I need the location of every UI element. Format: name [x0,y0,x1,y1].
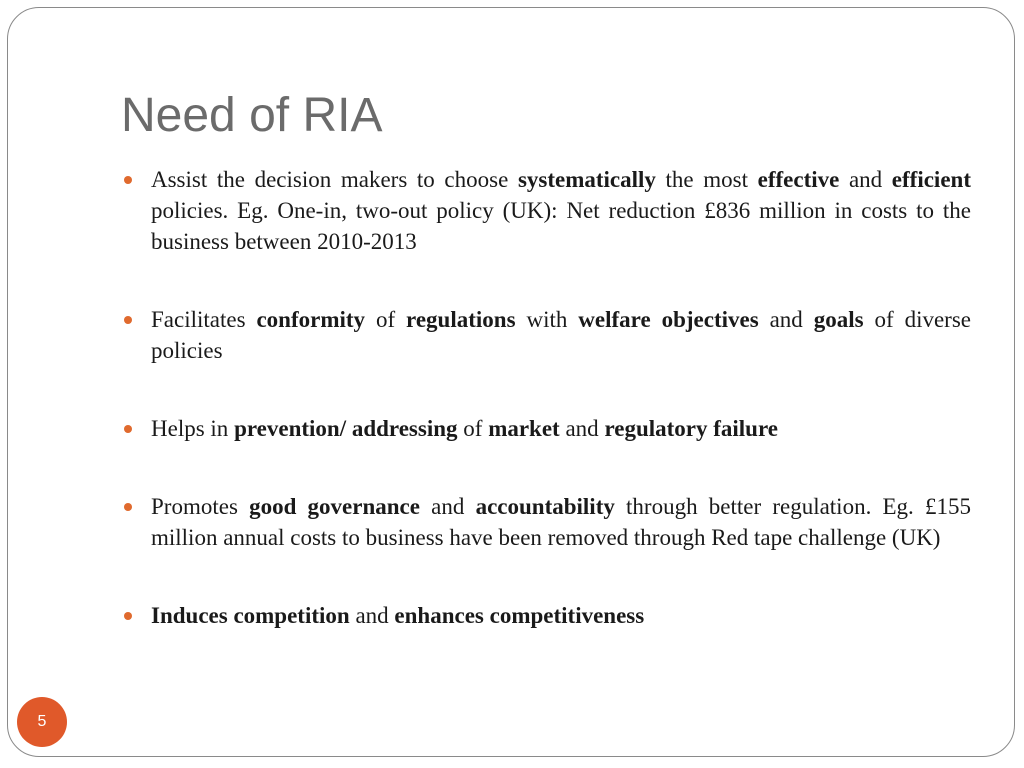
slide-frame [7,7,1015,757]
bullet-text: and [349,603,395,628]
bullet-bold-text: market [488,416,560,441]
bullet-bold-text: effective [757,167,840,192]
bullet-text: of [457,416,489,441]
bullet-bold-text: Induces competition [151,603,350,628]
bullet-dot-icon [124,316,132,324]
bullet-bold-text: systematically [517,167,656,192]
bullet-text: and [758,307,814,332]
slide-title: Need of RIA [121,89,383,142]
bullet-text: of [365,307,407,332]
bullet-text: with [515,307,579,332]
bullet-text: Facilitates [151,307,257,332]
bullet-item [151,304,971,366]
bullet-dot-icon [124,503,132,511]
bullet-item [151,491,971,553]
bullet-bold-text: conformity [256,307,366,332]
bullet-bold-text: efficient [891,167,971,192]
bullet-bold-text: enhances competitiveness [394,603,645,628]
bullet-text: and [559,416,605,441]
bullet-dot-icon [124,425,132,433]
bullet-text: Promotes [151,494,250,519]
bullet-bold-text: accountability [475,494,615,519]
bullet-dot-icon [124,176,132,184]
bullet-text: policies. Eg. One-in, two-out policy (UK): Net reduction £836 million in costs to the business between 2010-2013 [151,198,971,254]
bullet-item [151,600,971,631]
bullet-text: the most [655,167,758,192]
bullet-bold-text: prevention/ addressing [234,416,458,441]
bullet-item [151,164,971,257]
bullet-bold-text: welfare objectives [578,307,759,332]
bullet-list [151,164,971,631]
bullet-item [151,413,971,444]
bullet-text: Helps in [151,416,235,441]
bullet-text: and [419,494,476,519]
bullet-dot-icon [124,612,132,620]
bullet-bold-text: good governance [249,494,420,519]
page-number-badge: 5 [17,697,67,747]
bullet-bold-text: goals [813,307,864,332]
bullet-text: through better regulation. Eg. £155 million annual costs to business have been removed through Red tape challenge (UK) [151,494,971,550]
bullet-text: Assist the decision makers to choose [151,167,518,192]
bullet-text: and [839,167,892,192]
bullet-bold-text: regulatory failure [604,416,778,441]
bullet-bold-text: regulations [406,307,516,332]
bullet-text: of diverse policies [151,307,971,363]
